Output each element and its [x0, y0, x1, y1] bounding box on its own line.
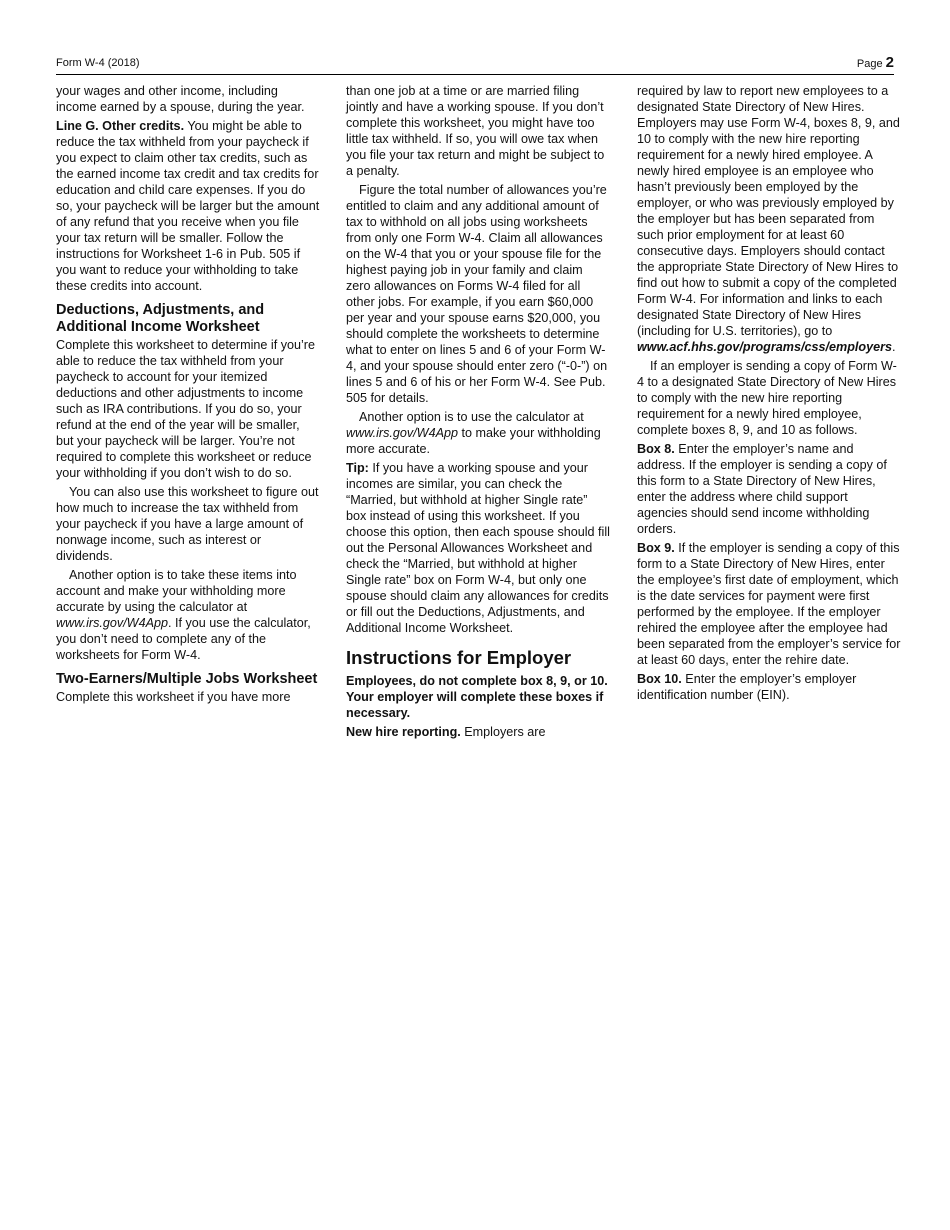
heading-deductions-worksheet: Deductions, Adjustments, and Additional Income Worksheet [56, 302, 265, 335]
paragraph-new-hire [346, 724, 610, 740]
column-1 [56, 83, 320, 708]
paragraph-wages: your wages and other income, including income earned by a spouse, during the year. [56, 84, 305, 114]
tip-label: Tip: [346, 461, 369, 475]
paragraph-two-earners: Complete this worksheet if you have more [56, 690, 291, 704]
paragraph-new-hire-continued [637, 83, 901, 355]
w4app-link[interactable]: www.irs.gov/W4App [56, 616, 168, 630]
paragraph-tip [346, 460, 610, 636]
new-hire-text: Employers are [460, 725, 546, 739]
paragraph-box-8 [637, 441, 901, 537]
column-3 [637, 83, 901, 706]
box-9-text: If the employer is sending a copy of this form to a State Directory of New Hires, enter the employee’s first date of employment, which is the date services for payment were first performed by the employee. If the employer rehired the employee after the employee had been separated from the employer’s service for at least 60 days, enter the rehire date. [637, 541, 901, 667]
another-option-text-1: Another option is to take these items into account and make your withholding more accurate by using the calculator at [56, 568, 297, 614]
acf-link[interactable]: www.acf.hhs.gov/programs/css/employers [637, 340, 892, 354]
line-g-heading: Line G. Other credits. [56, 119, 185, 133]
page-label: Page [856, 58, 886, 70]
employer-notice: Employees, do not complete box 8, 9, or 10. Your employer will complete these boxes if necessary. [346, 674, 608, 720]
paragraph-multiple-jobs: than one job at a time or are married filing jointly and have a working spouse. If you don’t complete this worksheet, you might have too little tax withheld. If so, you will owe tax when you file your tax return and might be subject to a penalty. [346, 84, 605, 178]
new-hire-heading: New hire reporting. [346, 725, 461, 739]
paragraph-deductions: Complete this worksheet to determine if you’re able to reduce the tax withheld from your paycheck to account for your itemized deductions and other adjustments to income such as IRA contributions. If you do so, your refund at the end of the year will be smaller, but your paycheck will be larger. You’re not required to complete this worksheet or reduce your withholding if you don’t wish to do so. [56, 338, 315, 480]
paragraph-if-employer: If an employer is sending a copy of Form W-4 to a designated State Directory of New Hires to comply with the new hire reporting requirement for a newly hired employee, complete boxes 8, 9, and 10 as follows. [637, 359, 897, 437]
column-2 [346, 83, 610, 743]
calculator-text-1: Another option is to use the calculator at [359, 410, 584, 424]
form-identifier: Form W-4 (2018) [56, 57, 140, 69]
paragraph-another-option [56, 567, 320, 663]
tip-text: If you have a working spouse and your incomes are similar, you can check the “Married, but withhold at higher Single rate” box instead of using this worksheet. If you choose this option, then each spouse should fill out the Personal Allowances Worksheet and check the “Married, but withhold at higher Single rate” box on Form W-4, but only one spouse should claim any allowances for credits or fill out the Deductions, Adjustments, and Additional Income Worksheet. [346, 461, 610, 635]
page-header [56, 54, 894, 75]
box-10-label: Box 10. [637, 672, 682, 686]
heading-instructions-for-employer: Instructions for Employer [346, 647, 572, 668]
w4app-link[interactable]: www.irs.gov/W4App [346, 426, 458, 440]
paragraph-box-9 [637, 540, 901, 668]
box-8-label: Box 8. [637, 442, 675, 456]
box-10-text: Enter the employer’s employer identification number (EIN). [637, 672, 857, 702]
another-option-text-2: . If you use the calculator, you don’t need to complete any of the worksheets for Form W-4. [56, 616, 311, 662]
paragraph-also: You can also use this worksheet to figure out how much to increase the tax withheld from your paycheck if you have a large amount of nonwage income, such as interest or dividends. [56, 485, 319, 563]
new-hire-continued-text: required by law to report new employees to a designated State Directory of New Hires. Employers may use Form W-4, boxes 8, 9, and 10 to comply with the new hire reporting requirement for a newly hired employee. A newly hired employee is an employee who hasn’t previously been employed by the employer, or who was previously employed by the employer but has been separated from such prior employment for at least 60 consecutive days. Employers should contact the appropriate State Directory of New Hires to find out how to submit a copy of the completed Form W-4. For information and links to each designated State Directory of New Hires (including for U.S. territories), go to [637, 84, 900, 338]
paragraph-calculator [346, 409, 610, 457]
heading-two-earners-worksheet: Two-Earners/Multiple Jobs Worksheet [56, 671, 318, 687]
paragraph-box-10 [637, 671, 901, 703]
box-9-label: Box 9. [637, 541, 675, 555]
new-hire-continued-end: . [892, 340, 896, 354]
calculator-text-2: to make your withholding more accurate. [346, 426, 601, 456]
line-g-text: You might be able to reduce the tax withheld from your paycheck if you expect to claim other tax credits, such as the earned income tax credit and tax credits for education and child care expenses. If you do so, your paycheck will be larger but the amount of any refund that you receive when you file your tax return will be smaller. Follow the instructions for Worksheet 1-6 in Pub. 505 if you want to reduce your withholding to take these credits into account. [56, 119, 320, 293]
paragraph-line-g [56, 118, 320, 294]
page-number: 2 [885, 54, 894, 71]
page-number-label [857, 54, 894, 71]
box-8-text: Enter the employer’s name and address. If the employer is sending a copy of this form to a State Directory of New Hires, enter the address where child support agencies should send income withholding orders. [637, 442, 887, 536]
paragraph-figure-allowances: Figure the total number of allowances you’re entitled to claim and any additional amount of tax to withhold on all jobs using worksheets from only one Form W-4. Claim all allowances on the W-4 that you or your spouse file for the highest paying job in your family and claim zero allowances on Forms W-4 filed for all other jobs. For example, if you earn $60,000 per year and your spouse earns $20,000, you should complete the worksheets to determine what to enter on lines 5 and 6 of your Form W-4, and your spouse should enter zero (“-0-”) on lines 5 and 6 of his or her Form W-4. See Pub. 505 for details. [346, 183, 608, 405]
